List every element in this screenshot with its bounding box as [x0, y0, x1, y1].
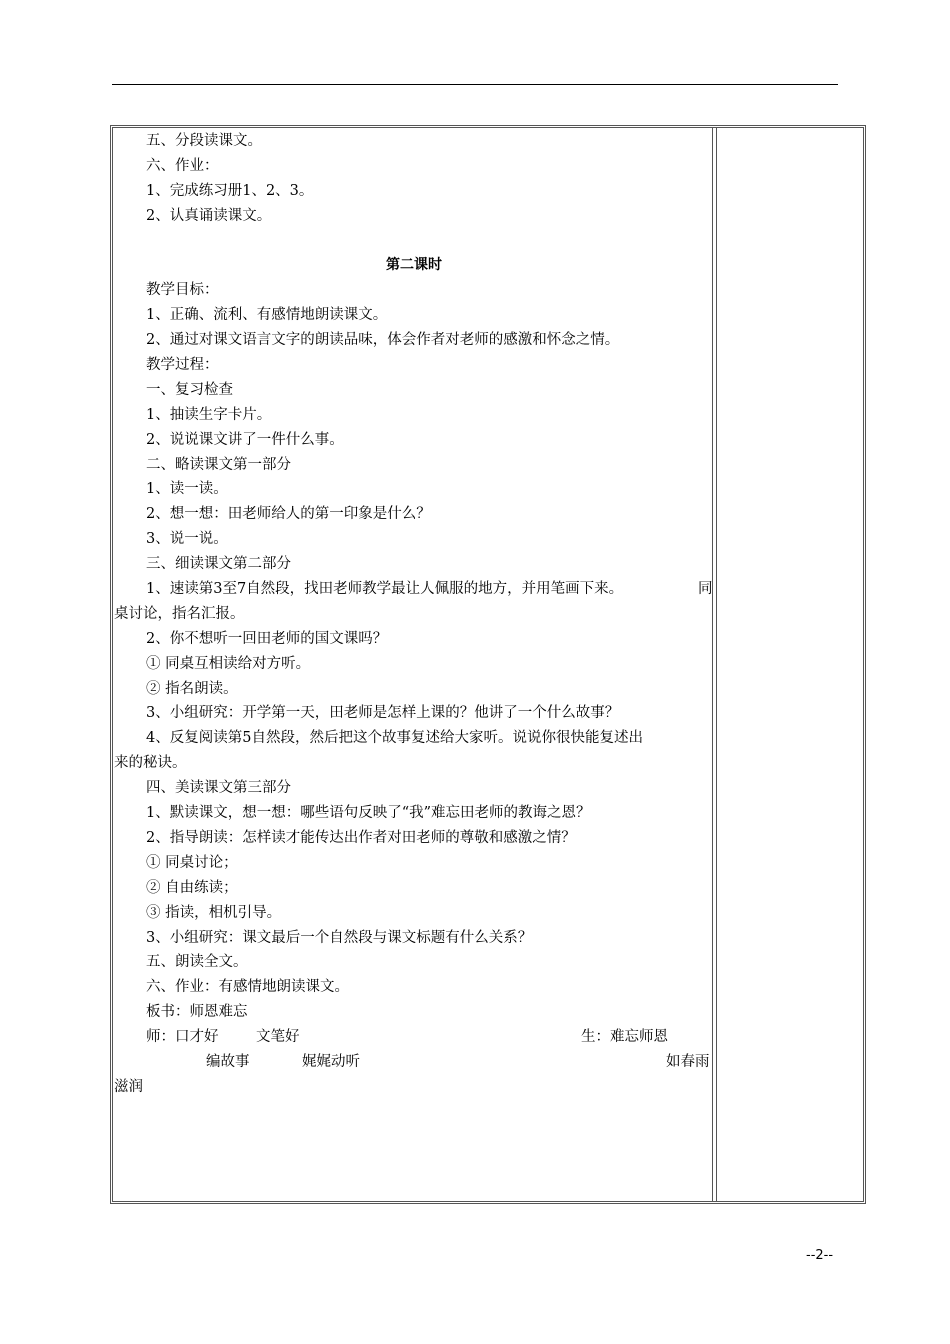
text-line: 3、小组研究：开学第一天，田老师是怎样上课的？他讲了一个什么故事？ [146, 705, 620, 722]
text-line: 2、想一想：田老师给人的第一印象是什么？ [146, 506, 431, 523]
section-title: 第二课时 [386, 257, 442, 274]
board-student: 生：难忘师恩 [581, 1029, 668, 1046]
text-line: 3、小组研究：课文最后一个自然段与课文标题有什么关系？ [146, 929, 533, 946]
blank-line [114, 229, 714, 254]
text-line: 教学过程： [146, 357, 219, 374]
board-item: 娓娓动听 [302, 1053, 360, 1070]
text-line: 四、美读课文第三部分 [146, 780, 291, 797]
text-line: 1、默读课文，想一想：哪些语句反映了“我”难忘田老师的教诲之恩？ [146, 805, 591, 822]
text-line: 三、细读课文第二部分 [146, 556, 291, 573]
lesson-content [114, 129, 714, 1100]
paragraph-line: 桌讨论，指名汇报。 [114, 605, 245, 622]
paragraph-line [114, 577, 714, 602]
text-line: 一、复习检查 [146, 381, 233, 398]
paragraph-line: 4、反复阅读第5自然段，然后把这个故事复述给大家听。说说你很快能复述出 [146, 730, 643, 747]
text-line: 1、抽读生字卡片。 [146, 406, 272, 423]
text-line: 教学目标： [146, 282, 219, 299]
text-line: 二、略读课文第一部分 [146, 456, 291, 473]
text-line: 板书：师恩难忘 [146, 1004, 248, 1021]
text-line: 2、通过对课文语言文字的朗读品味，体会作者对老师的感激和怀念之情。 [146, 332, 620, 349]
text-line: 2、指导朗读：怎样读才能传达出作者对田老师的尊敬和感激之情？ [146, 829, 576, 846]
text-line: ② 自由练读； [146, 879, 238, 896]
text-line: ① 同桌互相读给对方听。 [146, 655, 311, 672]
text-line: ② 指名朗读。 [146, 680, 238, 697]
text-line: 2、说说课文讲了一件什么事。 [146, 431, 344, 448]
paragraph-text-end: 同 [698, 581, 713, 598]
header-rule [112, 84, 838, 85]
board-item: 编故事 [206, 1053, 250, 1070]
text-line: 2、你不想听一回田老师的国文课吗？ [146, 630, 388, 647]
text-line: 1、完成练习册1、2、3。 [146, 182, 314, 199]
paragraph-line: 来的秘诀。 [114, 755, 187, 772]
board-row [114, 1050, 714, 1075]
text-line: 2、认真诵读课文。 [146, 207, 272, 224]
text-line: ③ 指读，相机引导。 [146, 904, 282, 921]
text-line: 1、正确、流利、有感情地朗读课文。 [146, 307, 388, 324]
text-line: 五、朗读全文。 [146, 954, 248, 971]
paragraph-text: 1、速读第3至7自然段，找田老师教学最让人佩服的地方，并用笔画下来。 [146, 581, 624, 598]
page-number: --2-- [806, 1248, 834, 1263]
text-line: 五、分段读课文。 [146, 133, 262, 149]
text-line: 1、读一读。 [146, 481, 228, 498]
board-teacher-item: 文笔好 [256, 1029, 300, 1046]
board-item: 如春雨 [666, 1053, 710, 1070]
board-teacher: 师：口才好 [146, 1029, 219, 1046]
text-line: 六、作业： [146, 157, 219, 174]
board-row: 滋润 [114, 1078, 143, 1095]
text-line: ① 同桌讨论； [146, 854, 238, 871]
board-row [114, 1025, 714, 1050]
text-line: 六、作业：有感情地朗读课文。 [146, 979, 349, 996]
text-line: 3、说一说。 [146, 531, 228, 548]
